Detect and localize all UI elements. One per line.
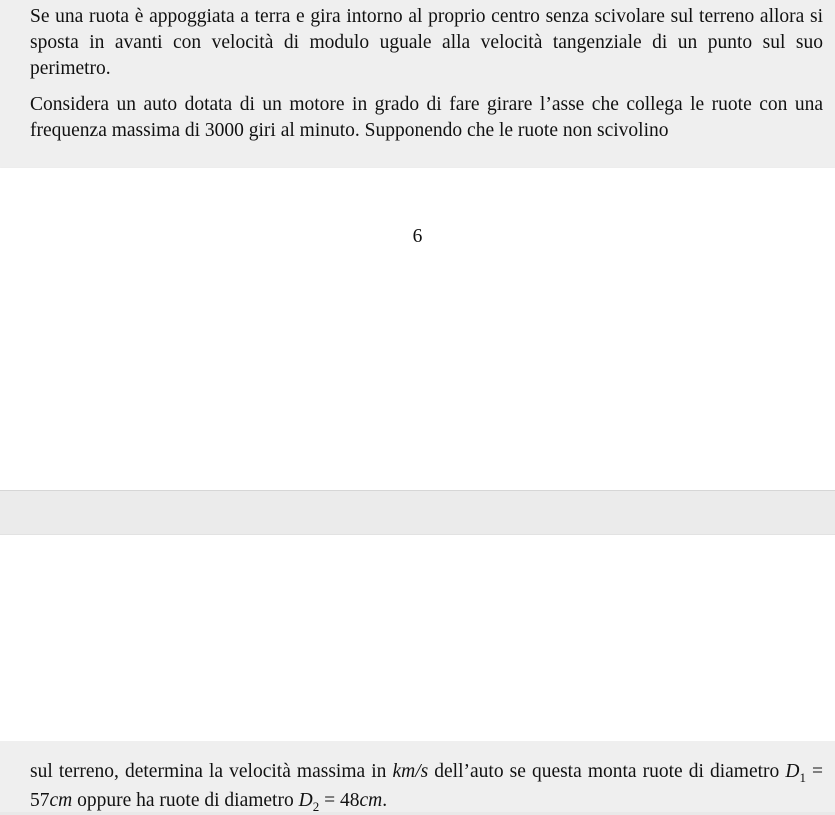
- d1-unit: cm: [49, 790, 73, 811]
- question-text-1: sul terreno, determina la velocità massima in: [30, 761, 393, 782]
- question-text-2: dell’auto se questa monta ruote di diametro: [428, 761, 786, 782]
- d1-value: = 57: [30, 761, 823, 811]
- bottom-text-section: [0, 741, 835, 812]
- top-text-section: [0, 0, 835, 168]
- paragraph-question: [30, 757, 823, 815]
- paragraph-rolling-wheel: Se una ruota è appoggiata a terra e gira intorno al proprio centro senza scivolare sul terreno allora si sposta in avanti con velocità di modulo uguale alla velocità tangenziale di un punto sul suo perimetro.: [30, 6, 823, 79]
- question-text-4: .: [382, 790, 388, 811]
- d2-value: = 48: [319, 790, 360, 811]
- page-number: 6: [412, 226, 423, 247]
- d2-formula: [298, 790, 383, 814]
- d1-subscript: 1: [799, 769, 806, 785]
- page-separator: [0, 490, 835, 535]
- d1-symbol: D: [785, 761, 800, 782]
- d2-symbol: D: [298, 790, 313, 811]
- next-page-sheet: [0, 535, 835, 741]
- d2-subscript: 2: [312, 798, 320, 814]
- page-sheet: [0, 168, 835, 490]
- speed-unit: km/s: [392, 761, 429, 782]
- d2-unit: cm: [359, 790, 383, 811]
- paragraph-car-motor: Considera un auto dotata di un motore in grado di fare girare l’asse che collega le ruote con una frequenza massima di 3000 giri al minuto. Supponendo che le ruote non scivolino: [30, 94, 823, 141]
- question-text-3: oppure ha ruote di diametro: [72, 790, 299, 811]
